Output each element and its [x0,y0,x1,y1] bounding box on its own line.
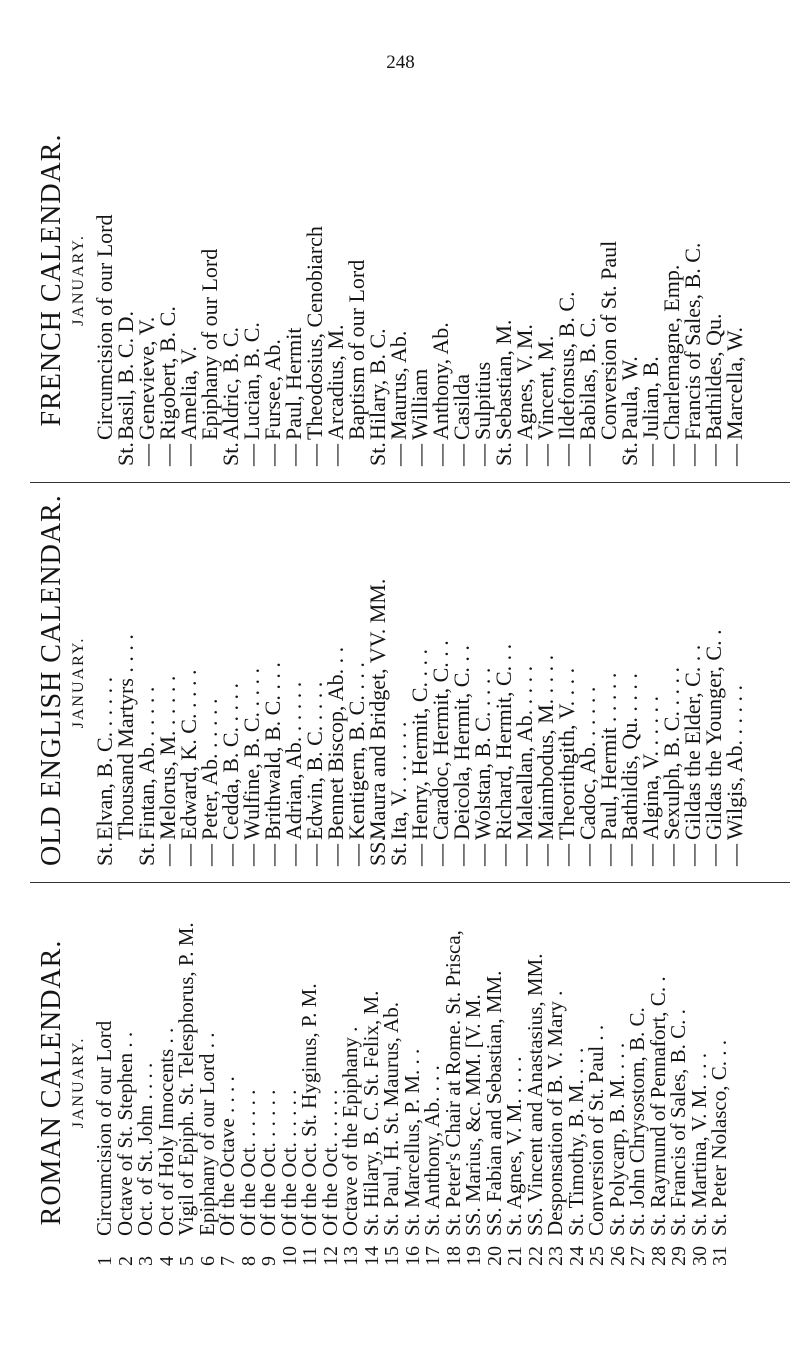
feast-text: Richard, Hermit, C. . . [491,643,516,840]
saint-prefix: — [134,444,159,466]
calendar-entry [451,94,472,466]
calendar-entry [178,94,199,466]
saint-prefix: — [176,444,201,466]
feast-text: Aldric, B. C. [218,326,243,440]
feast-text: Basil, B. C. D. [113,311,138,440]
calendar-entry [422,899,443,1266]
feast-text: William [407,368,432,440]
feast-text: Baptism of our Lord [344,259,369,440]
feast-text: Epiphany of our Lord [197,248,222,440]
calendar-entry [258,899,279,1266]
saint-prefix: — [701,444,726,466]
day-number: 20 [483,1246,506,1266]
calendar-entry [522,899,547,1266]
calendar-entry [724,94,745,466]
day-number: 25 [586,1246,608,1266]
saint-prefix: — [428,444,453,466]
saint-prefix: — [533,844,558,866]
saint-prefix: St. [365,442,390,466]
saint-prefix: — [176,844,201,866]
calendar-entry [346,499,367,866]
day-number: 8 [237,1256,260,1266]
feast-text: Circumcision of our Lord [92,1020,116,1236]
feast-text: Algina, V. . . . . . [638,695,663,840]
saint-prefix: — [281,444,306,466]
feast-text: Octave of the Epiphany . [338,1026,362,1236]
saint-prefix: — [722,444,747,466]
calendar-entry [430,94,451,466]
feast-text: Theorithgith, V. . . . [554,667,579,840]
feast-text: Edwin, B. C. . . . . [302,681,327,840]
feast-text: St. Peter Nolasco, C. . . [707,1040,731,1236]
calendar-entry [112,899,137,1266]
roman-calendar-month: JANUARY. [70,1036,87,1129]
calendar-entry [94,94,115,466]
day-number: 27 [627,1246,649,1266]
feast-text: Ildefonsus, B. C. [554,291,579,440]
saint-prefix: — [386,444,411,466]
feast-text: Brithwald, B. C. . . . [260,662,285,840]
calendar-entry [358,899,383,1266]
day-number: 14 [360,1246,383,1266]
feast-text: St. Timothy, B. M. . . . [563,1047,588,1236]
calendar-entry [514,499,535,866]
day-number: 6 [196,1256,219,1266]
calendar-entry [514,94,535,466]
saint-prefix: — [554,844,579,866]
feast-text: Caradoc, Hermit, C. . . [428,640,453,840]
feast-text: Marcella, W. [722,326,747,440]
feast-text: Lucian, B. C. [239,322,264,440]
feast-text: Conversion of St. Paul . . [584,1024,608,1236]
day-number: 29 [668,1246,690,1266]
feast-text: Bennet Biscop, Ab. . . [323,646,348,840]
calendar-entry [472,499,493,866]
calendar-entry [586,899,607,1266]
calendar-entry [283,499,304,866]
feast-text: Sexulph, B. C. . . . . [659,667,684,840]
day-number: 21 [504,1246,526,1266]
roman-calendar-column [30,885,790,1280]
feast-text: St. Hilary, B. C. St. Felix, M. [358,990,383,1236]
feast-text: St. Polycarp, B. M. . . . [604,1042,629,1236]
old-english-calendar-month: JANUARY. [70,636,87,729]
calendar-entry [178,499,199,866]
feast-text: St. John Chrysostom, B. C. [625,1007,649,1236]
feast-text: St. Marcellus, P. M. . . [399,1048,424,1236]
feast-text: Fintan, Ab. . . . . . [134,686,159,840]
calendar-entry [604,899,629,1266]
saint-prefix: — [617,844,642,866]
feast-text: Sebastian, M. [491,319,516,440]
rotated-calendar-page [30,80,790,1280]
calendar-entry [640,499,661,866]
saint-prefix: St. [134,842,159,866]
feast-text: St. Francis of Sales, B. C. . [666,1009,690,1236]
feast-text: Maleallan, Ab. . . . . [512,665,537,840]
calendar-entry [724,499,745,866]
feast-text: St. Paul, H. St. Maurus, Ab. [379,1002,403,1236]
day-number: 15 [381,1246,403,1266]
feast-text: SS. Fabian and Sebastian, MM. [481,970,506,1236]
french-calendar-entries [94,94,745,466]
calendar-entry [504,899,525,1266]
calendar-entry [136,94,157,466]
feast-text: Sulpitius [470,361,495,440]
calendar-entry [135,899,156,1266]
feast-text: Julian, B. [638,356,663,440]
calendar-entry [686,899,711,1266]
day-number: 17 [422,1246,444,1266]
calendar-entry [388,94,409,466]
feast-text: Vigil of Epiph. St. Telesphorus, P. M. [174,922,198,1236]
old-english-calendar-column [30,485,790,880]
calendar-entry [409,94,430,466]
calendar-entry [545,899,566,1266]
feast-text: Peter, Ab. . . . . . [197,698,222,840]
saint-prefix: — [533,444,558,466]
saint-prefix: — [428,844,453,866]
column-divider [30,482,790,483]
saint-prefix: — [239,844,264,866]
day-number: 3 [135,1256,157,1266]
saint-prefix: — [218,844,243,866]
calendar-entry [619,94,640,466]
calendar-entry [661,94,682,466]
calendar-entry [199,499,220,866]
saint-prefix: — [155,844,180,866]
feast-text: Wilgis, Ab. . . . . . [722,685,747,840]
feast-text: Of the Oct. St. Hyginus, P. M. [297,983,321,1236]
feast-text: Gildas the Younger, C. . [701,629,726,840]
feast-text: Maimbodus, M. . . . . [533,654,558,840]
saint-prefix: — [659,444,684,466]
feast-text: Edward, K. C. . . . . [176,669,201,840]
saint-prefix: — [260,444,285,466]
french-calendar-month: JANUARY. [70,234,87,326]
saint-prefix: — [722,844,747,866]
feast-text: Vincent, M. [533,335,558,440]
feast-text: Cadoc, Ab. . . . . . [575,686,600,840]
old-english-calendar-heading: OLD ENGLISH CALENDAR. [36,494,67,866]
calendar-entry [668,899,689,1266]
calendar-entry [199,94,220,466]
calendar-entry [619,499,640,866]
day-number: 1 [94,1256,116,1266]
calendar-entry [317,899,342,1266]
calendar-entry [451,499,472,866]
feast-text: Wulfine, B. C. . . . . [239,667,264,840]
feast-text: Maurus, Ab. [386,330,411,440]
feast-text: Adrian, Ab. . . . . . [281,681,306,840]
feast-text: Rigobert, B. C. [155,306,180,440]
calendar-entry [346,94,367,466]
saint-prefix: SS. [365,836,390,866]
calendar-entry [535,94,556,466]
feast-text: Desponsation of B. V. Mary . [543,990,567,1236]
calendar-entry [399,899,424,1266]
feast-text: Bathildis, Qu. . . . . [617,673,642,840]
page-number: 248 [386,52,415,73]
calendar-entry [136,499,157,866]
feast-text: Maura and Bridget, VV. MM. [365,578,390,840]
feast-text: Theodosius, Cenobiarch [302,226,327,440]
saint-prefix: — [302,844,327,866]
calendar-entry [430,499,451,866]
old-english-calendar-entries [94,499,745,866]
day-number: 5 [176,1256,198,1266]
feast-text: Of the Oct. . . . . . [276,1089,301,1236]
calendar-entry [535,499,556,866]
feast-text: St. Anthony, Ab. . . . [420,1065,444,1236]
calendar-entry [709,899,730,1266]
feast-text: Of the Oct. . . . . . [256,1089,280,1236]
saint-prefix: — [407,844,432,866]
saint-prefix: — [281,844,306,866]
calendar-entry [556,94,577,466]
saint-prefix: — [575,444,600,466]
calendar-entry [153,899,178,1266]
calendar-entry [703,94,724,466]
day-number: 7 [217,1256,239,1266]
calendar-entry [176,899,197,1266]
feast-text: Circumcision of our Lord [92,214,117,440]
day-number: 19 [463,1246,485,1266]
feast-text: Deicola, Hermit, C. . . [449,645,474,840]
calendar-entry [682,94,703,466]
roman-calendar-entries [94,899,730,1266]
calendar-entry [627,899,648,1266]
day-number: 31 [709,1246,731,1266]
calendar-entry [563,899,588,1266]
calendar-entry [463,899,484,1266]
calendar-entry [645,899,670,1266]
feast-text: Oct of Holy Innocents . . [153,1027,178,1236]
feast-text: Octave of St. Stephen . . [112,1031,137,1236]
saint-prefix: — [554,444,579,466]
feast-text: Melorus, M. . . . . . [155,675,180,840]
feast-text: Epiphany of our Lord . . [194,1032,219,1236]
saint-prefix: St. [113,442,138,466]
day-number: 23 [545,1246,567,1266]
feast-text: St. Raymund of Pennafort, C. . [645,976,670,1236]
day-number: 16 [401,1246,424,1266]
saint-prefix: — [239,444,264,466]
feast-text: Casilda [449,374,474,440]
calendar-entry [367,94,388,466]
saint-prefix: St. [617,442,642,466]
feast-text: Paula, W. [617,356,642,440]
saint-prefix: — [323,844,348,866]
calendar-entry [493,94,514,466]
calendar-entry [577,94,598,466]
calendar-entry [367,499,388,866]
saint-prefix: — [512,844,537,866]
feast-text: Charlemagne, Emp. [659,264,684,440]
saint-prefix: — [512,444,537,466]
saint-prefix: — [575,844,600,866]
feast-text: Ita, V. . . . . . . [386,721,411,840]
french-calendar-column [30,80,790,480]
saint-prefix: — [596,844,621,866]
saint-prefix: — [470,844,495,866]
calendar-entry [262,94,283,466]
feast-text: Amelia, V. [176,346,201,440]
day-number: 24 [565,1246,588,1266]
calendar-entry [94,499,115,866]
calendar-entry [220,499,241,866]
calendar-entry [115,499,136,866]
feast-text: SS. Vincent and Anastasius, MM. [522,953,547,1236]
day-number: 4 [155,1256,178,1266]
calendar-entry [235,899,260,1266]
day-number: 30 [688,1246,711,1266]
day-number: 26 [606,1246,629,1266]
feast-text: Bathildes, Qu. [701,313,726,440]
saint-prefix: — [344,844,369,866]
calendar-entry [472,94,493,466]
saint-prefix: St. [92,842,117,866]
calendar-entry [409,499,430,866]
day-number: 2 [114,1256,137,1266]
feast-text: Agnes, V. M. [512,324,537,440]
calendar-entry [481,899,506,1266]
feast-text: Of the Oct. . . . . . [235,1089,260,1236]
feast-text: Cedda, B. C. . . . . [218,682,243,840]
feast-text: Conversion of St. Paul [596,240,621,440]
calendar-entry [703,499,724,866]
saint-prefix: St. [386,842,411,866]
saint-prefix: — [260,844,285,866]
feast-text: Kentigern, B. C. . . . [344,662,369,840]
feast-text: St. Martina, V. M. . . . [686,1053,711,1236]
calendar-entry [325,499,346,866]
day-number: 22 [524,1246,547,1266]
feast-text: Oct. of St. John . . . . [133,1062,157,1236]
feast-text: Paul, Hermit . . . . . [596,672,621,840]
calendar-entry [94,899,115,1266]
calendar-entry [325,94,346,466]
saint-prefix: — [449,444,474,466]
saint-prefix: — [638,444,663,466]
feast-text: Hilary, B. C. [365,328,390,440]
calendar-entry [157,94,178,466]
feast-text: Wolstan, B. C. . . . . [470,667,495,840]
feast-text: SS. Marius, &c. MM. [V. M. [461,994,485,1236]
calendar-entry [661,499,682,866]
saint-prefix: — [197,844,222,866]
day-number: 12 [319,1246,342,1266]
feast-text: St. Agnes, V. M. . . . . [502,1056,526,1236]
calendar-entry [682,499,703,866]
saint-prefix: — [491,844,516,866]
calendar-entry [262,499,283,866]
calendar-entry [157,499,178,866]
saint-prefix: — [302,444,327,466]
saint-prefix: — [638,844,663,866]
saint-prefix: — [470,444,495,466]
saint-prefix: — [155,444,180,466]
calendar-entry [220,94,241,466]
roman-calendar-heading: ROMAN CALENDAR. [36,939,67,1226]
calendar-entry [598,94,619,466]
calendar-entry [194,899,219,1266]
feast-text: Elvan, B. C. . . . . . [92,676,117,840]
calendar-entry [598,499,619,866]
saint-prefix: — [680,444,705,466]
feast-text: Paul, Hermit [281,327,306,440]
calendar-entry [283,94,304,466]
feast-text: Anthony, Ab. [428,322,453,440]
calendar-entry [493,499,514,866]
saint-prefix: — [407,444,432,466]
calendar-entry [276,899,301,1266]
french-calendar-heading: FRENCH CALENDAR. [36,133,67,427]
saint-prefix: — [680,844,705,866]
feast-text: Gildas the Elder, C. . . [680,644,705,840]
feast-text: Henry, Hermit, C. . . . [407,648,432,840]
feast-text: Arcadius, M. [323,324,348,440]
feast-text: Thousand Martyrs . . . . [113,634,138,840]
calendar-entry [577,499,598,866]
day-number: 10 [278,1246,301,1266]
feast-text: Francis of Sales, B. C. [680,242,705,440]
calendar-entry [340,899,361,1266]
calendar-entry [556,499,577,866]
day-number: 18 [442,1246,465,1266]
saint-prefix: — [323,444,348,466]
feast-text: Genevieve, V. [134,316,159,440]
calendar-entry [440,899,465,1266]
saint-prefix: — [701,844,726,866]
day-number: 28 [647,1246,670,1266]
calendar-entry [640,94,661,466]
calendar-entry [241,94,262,466]
calendar-entry [217,899,238,1266]
feast-text: Babilas, B. C. [575,317,600,440]
calendar-entry [304,94,325,466]
feast-text: Of the Octave . . . . [215,1076,239,1236]
saint-prefix: — [449,844,474,866]
day-number: 9 [258,1256,280,1266]
calendar-entry [241,499,262,866]
saint-prefix: St. [218,442,243,466]
calendar-entry [299,899,320,1266]
saint-prefix: St. [491,442,516,466]
calendar-entry [115,94,136,466]
feast-text: St. Peter's Chair at Rome. St. Prisca, [440,930,465,1236]
feast-text: Fursee, Ab. [260,339,285,440]
day-number: 13 [340,1246,362,1266]
feast-text: Of the Oct. . . . . . [317,1089,342,1236]
day-number: 11 [299,1246,321,1266]
saint-prefix: — [659,844,684,866]
calendar-entry [304,499,325,866]
column-divider [30,882,790,883]
calendar-entry [388,499,409,866]
calendar-entry [381,899,402,1266]
